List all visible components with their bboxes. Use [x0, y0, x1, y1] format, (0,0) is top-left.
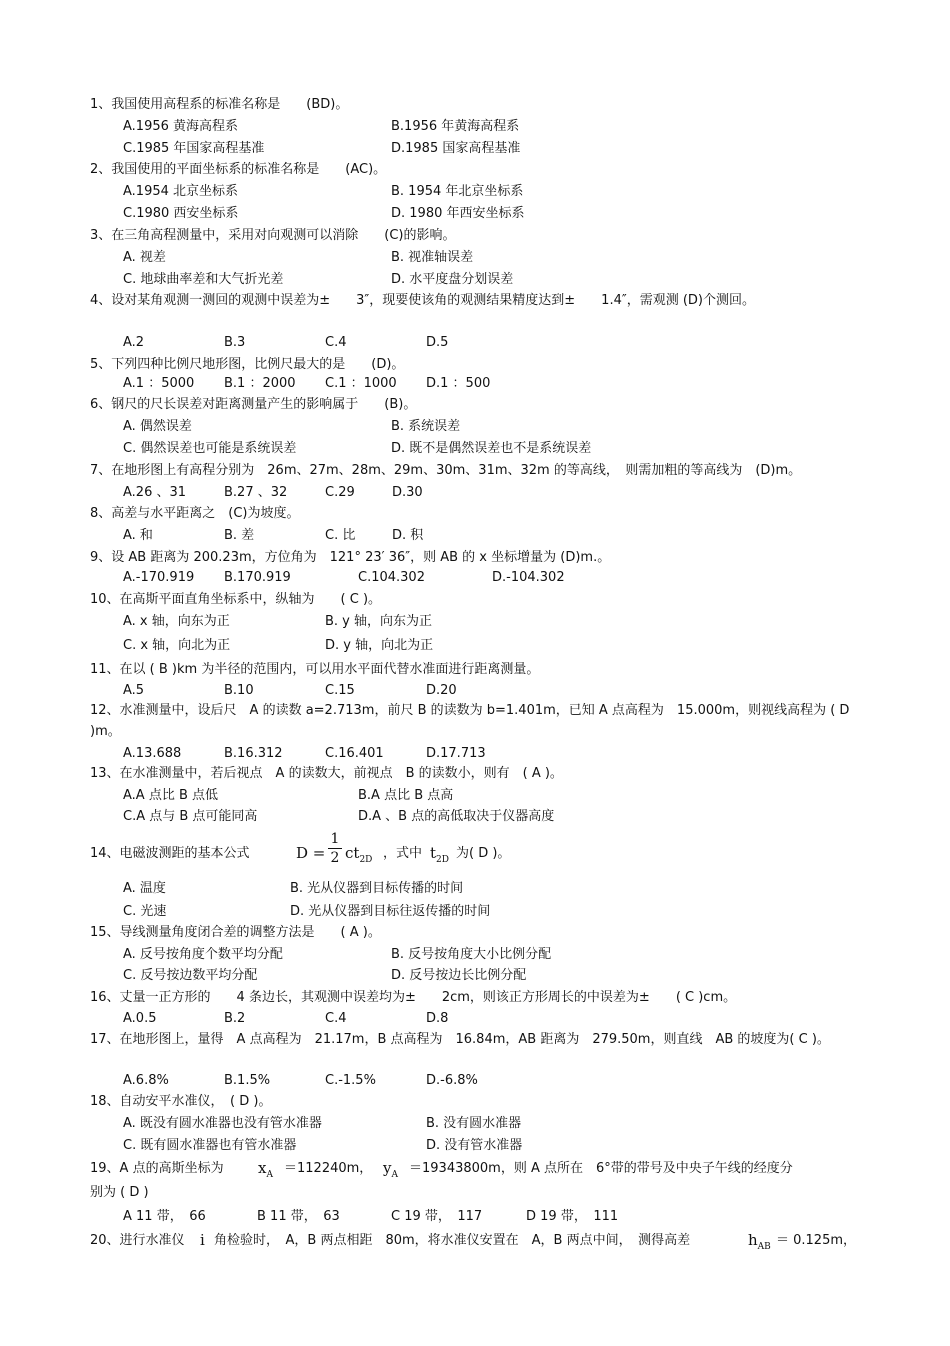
q10-option-a: A. x 轴，向东为正: [123, 614, 230, 629]
question-3-stem: 3、在三角高程测量中，采用对向观测可以消除 (C)的影响。: [90, 228, 456, 243]
q6-option-c: C. 偶然误差也可能是系统误差: [123, 441, 297, 456]
q5-option-c: C.1 ：1000: [325, 376, 397, 391]
q19-option-b: B 11 带， 63: [257, 1209, 340, 1224]
q14-var-sub: 2D: [436, 855, 449, 865]
q13-option-d: D.A 、B 点的高低取决于仪器高度: [358, 809, 555, 824]
q1-option-d: D.1985 国家高程基准: [391, 141, 521, 156]
q9-option-b: B.170.919: [224, 570, 291, 585]
q11-option-d: D.20: [426, 683, 457, 698]
q14-formula-sub: 2D: [359, 855, 373, 865]
q10-option-b: B. y 轴，向东为正: [325, 614, 433, 629]
q13-option-c: C.A 点与 B 点可能同高: [123, 809, 258, 824]
q16-option-b: B.2: [224, 1011, 246, 1026]
q4-option-d: D.5: [426, 335, 449, 350]
q14-fraction-bar: [328, 848, 342, 849]
q6-option-d: D. 既不是偶然误差也不是系统误差: [391, 441, 592, 456]
q13-option-b: B.A 点比 B 点高: [358, 788, 454, 803]
q19-x-value: ＝112240m，: [284, 1161, 373, 1176]
q18-option-d: D. 没有管水准器: [426, 1138, 523, 1153]
q16-option-d: D.8: [426, 1011, 449, 1026]
question-16-stem: 16、丈量一正方形的 4 条边长，其观测中误差均为± 2cm，则该正方形周长的中误差为± ( C )cm。: [90, 990, 737, 1005]
question-14-stem-before: 14、电磁波测距的基本公式: [90, 846, 250, 861]
q8-option-c: C. 比: [325, 528, 356, 543]
q12-option-a: A.13.688: [123, 746, 182, 761]
q4-option-c: C.4: [325, 335, 347, 350]
q3-option-a: A. 视差: [123, 250, 166, 265]
question-19-stem-line2: 别为 ( D ): [90, 1185, 149, 1200]
q4-option-b: B.3: [224, 335, 246, 350]
q16-option-c: C.4: [325, 1011, 347, 1026]
q14-option-d: D. 光从仪器到目标往返传播的时间: [290, 904, 491, 919]
q6-option-b: B. 系统误差: [391, 419, 461, 434]
q15-option-a: A. 反号按角度个数平均分配: [123, 947, 283, 962]
q9-option-a: A.-170.919: [123, 570, 195, 585]
q19-option-d: D 19 带， 111: [526, 1209, 619, 1224]
q8-option-d: D. 积: [392, 528, 424, 543]
q20-h-value: ＝ 0.125m，: [776, 1233, 857, 1248]
q19-y-coord: [383, 1158, 398, 1186]
question-6-stem: 6、钢尺的尺长误差对距离测量产生的影响属于 (B)。: [90, 397, 417, 412]
q17-option-b: B.1.5%: [224, 1073, 271, 1088]
q4-option-a: A.2: [123, 335, 145, 350]
q6-option-a: A. 偶然误差: [123, 419, 192, 434]
q14-fraction: [328, 831, 342, 866]
q19-option-a: A 11 带， 66: [123, 1209, 206, 1224]
q19-y-sub: A: [391, 1170, 398, 1180]
q14-fraction-denominator: 2: [330, 850, 340, 866]
q9-option-c: C.104.302: [358, 570, 425, 585]
question-1-stem: 1、我国使用高程系的标准名称是 (BD)。: [90, 97, 349, 112]
q11-option-a: A.5: [123, 683, 145, 698]
question-2-stem: 2、我国使用的平面坐标系的标准名称是 (AC)。: [90, 162, 387, 177]
q15-option-d: D. 反号按边长比例分配: [391, 968, 527, 983]
q7-option-a: A.26 、31: [123, 485, 187, 500]
question-20-stem-before: 20、进行水准仪: [90, 1233, 185, 1248]
q18-option-c: C. 既有圆水准器也有管水准器: [123, 1138, 297, 1153]
q13-option-a: A.A 点比 B 点低: [123, 788, 219, 803]
question-10-stem: 10、在高斯平面直角坐标系中，纵轴为 ( C )。: [90, 592, 382, 607]
q5-option-a: A.1 ：5000: [123, 376, 195, 391]
question-8-stem: 8、高差与水平距离之 (C)为坡度。: [90, 506, 300, 521]
q14-formula-lhs: D =: [296, 844, 326, 862]
q14-option-c: C. 光速: [123, 904, 167, 919]
q14-fraction-numerator: 1: [330, 831, 340, 847]
q2-option-c: C.1980 西安坐标系: [123, 206, 239, 221]
question-19-stem-before: 19、A 点的高斯坐标为: [90, 1161, 224, 1176]
q19-x-symbol: x: [258, 1159, 267, 1177]
q19-option-c: C 19 带， 117: [391, 1209, 483, 1224]
q18-option-a: A. 既没有圆水准器也没有管水准器: [123, 1116, 322, 1131]
q2-option-d: D. 1980 年西安坐标系: [391, 206, 525, 221]
q19-x-sub: A: [266, 1170, 273, 1180]
q10-option-d: D. y 轴，向北为正: [325, 638, 434, 653]
question-17-stem: 17、在地形图上，量得 A 点高程为 21.17m，B 点高程为 16.84m，AB 距离为 279.50m，则直线 AB 的坡度为( C )。: [90, 1032, 830, 1047]
q14-option-a: A. 温度: [123, 881, 166, 896]
q14-formula-ct: ct: [345, 844, 360, 862]
q14-var-t: t: [430, 844, 437, 862]
q5-option-d: D.1 ：500: [426, 376, 491, 391]
q2-option-b: B. 1954 年北京坐标系: [391, 184, 524, 199]
q14-stem-after: 为( D )。: [456, 846, 511, 861]
q14-option-b: B. 光从仪器到目标传播的时间: [290, 881, 464, 896]
q1-option-a: A.1956 黄海高程系: [123, 119, 239, 134]
q14-var: [430, 843, 449, 871]
q16-option-a: A.0.5: [123, 1011, 157, 1026]
q3-option-c: C. 地球曲率差和大气折光差: [123, 272, 284, 287]
q1-option-b: B.1956 年黄海高程系: [391, 119, 520, 134]
question-5-stem: 5、下列四种比例尺地形图，比例尺最大的是 (D)。: [90, 357, 405, 372]
q5-option-b: B.1 ：2000: [224, 376, 296, 391]
q3-option-d: D. 水平度盘分划误差: [391, 272, 514, 287]
q17-option-a: A.6.8%: [123, 1073, 169, 1088]
question-20-stem-mid: 角检验时， A，B 两点相距 80m，将水准仪安置在 A，B 两点中间， 测得高差: [214, 1233, 691, 1248]
q3-option-b: B. 视准轴误差: [391, 250, 474, 265]
q2-option-a: A.1954 北京坐标系: [123, 184, 239, 199]
question-15-stem: 15、导线测量角度闭合差的调整方法是 ( A )。: [90, 925, 381, 940]
question-9-stem: 9、设 AB 距离为 200.23m，方位角为 121° 23′ 36″，则 AB 的 x 坐标增量为 (D)m.。: [90, 550, 611, 565]
q7-option-c: C.29: [325, 485, 355, 500]
q11-option-b: B.10: [224, 683, 254, 698]
q7-option-b: B.27 、32: [224, 485, 288, 500]
question-11-stem: 11、在以 ( B )km 为半径的范围内，可以用水平面代替水准面进行距离测量。: [90, 662, 540, 677]
q19-y-symbol: y: [383, 1159, 392, 1177]
q9-option-d: D.-104.302: [492, 570, 565, 585]
q12-option-d: D.17.713: [426, 746, 486, 761]
q14-stem-mid: ，式中: [383, 846, 423, 861]
question-7-stem: 7、在地形图上有高程分别为 26m、27m、28m、29m、30m、31m、32m 的等高线， 则需加粗的等高线为 (D)m。: [90, 463, 802, 478]
q15-option-b: B. 反号按角度大小比例分配: [391, 947, 552, 962]
q20-i-symbol: i: [200, 1231, 205, 1249]
q8-option-b: B. 差: [224, 528, 255, 543]
q15-option-c: C. 反号按边数平均分配: [123, 968, 258, 983]
q10-option-c: C. x 轴，向北为正: [123, 638, 231, 653]
q1-option-c: C.1985 年国家高程基准: [123, 141, 265, 156]
q12-option-c: C.16.401: [325, 746, 384, 761]
q11-option-c: C.15: [325, 683, 355, 698]
q7-option-d: D.30: [392, 485, 423, 500]
q19-x-coord: [258, 1158, 273, 1186]
question-18-stem: 18、自动安平水准仪， ( D )。: [90, 1094, 272, 1109]
question-13-stem: 13、在水准测量中，若后视点 A 的读数大，前视点 B 的读数小，则有 ( A )。: [90, 766, 563, 781]
q20-h-sub: AB: [757, 1242, 771, 1252]
q8-option-a: A. 和: [123, 528, 153, 543]
q18-option-b: B. 没有圆水准器: [426, 1116, 522, 1131]
q20-h-symbol: h: [748, 1231, 758, 1249]
q12-option-b: B.16.312: [224, 746, 283, 761]
q17-option-c: C.-1.5%: [325, 1073, 376, 1088]
q14-formula-rhs: [345, 843, 372, 871]
q19-y-value: ＝19343800m，则 A 点所在 6°带的带号及中央子午线的经度分: [409, 1161, 793, 1176]
q20-h-coord: [748, 1230, 771, 1258]
question-4-stem: 4、设对某角观测一测回的观测中误差为± 3″，现要使该角的观测结果精度达到± 1.4″，需观测 (D)个测回。: [90, 293, 756, 308]
q17-option-d: D.-6.8%: [426, 1073, 478, 1088]
question-12-stem: 12、水准测量中，设后尺 A 的读数 a=2.713m，前尺 B 的读数为 b=1.401m，已知 A 点高程为 15.000m，则视线高程为 ( D )m。: [90, 703, 850, 739]
